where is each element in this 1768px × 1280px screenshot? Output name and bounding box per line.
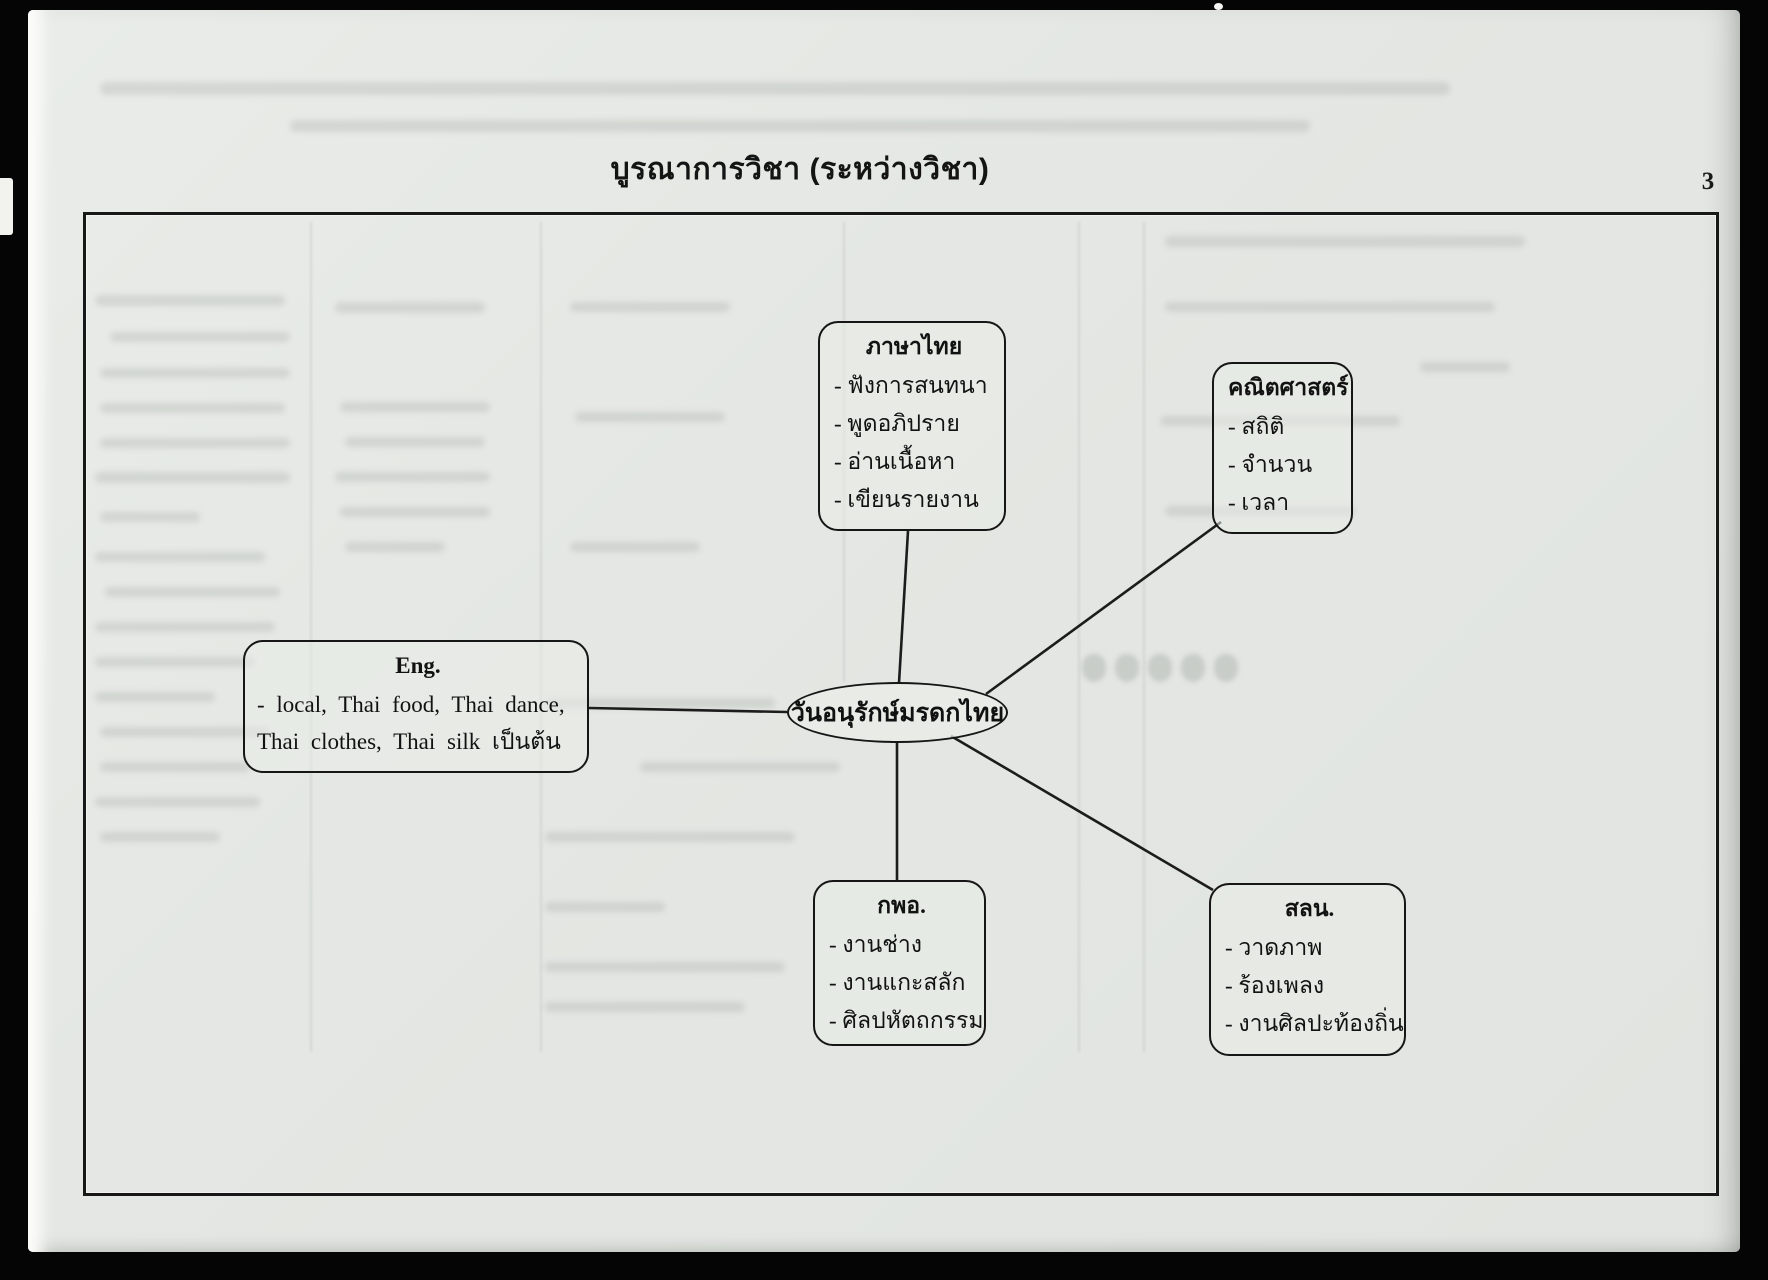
page-edge-tab <box>0 178 13 235</box>
page-title: บูรณาการวิชา (ระหว่างวิชา) <box>610 153 990 186</box>
node-slon <box>1209 883 1406 1056</box>
node-english-text: - local, Thai food, Thai dance, Thai clothes, Thai silk เป็นต้น <box>257 692 565 754</box>
node-item: - เวลา <box>1228 490 1290 515</box>
node-slon-title: สลน. <box>1284 896 1335 921</box>
node-item: - ฟังการสนทนา <box>834 373 988 398</box>
node-item: - จำนวน <box>1228 452 1313 477</box>
node-english <box>243 640 589 773</box>
ghost-text-line <box>290 120 1310 132</box>
center-topic-ellipse <box>787 682 1008 743</box>
node-thai-language <box>818 321 1006 531</box>
node-thai-language-title: ภาษาไทย <box>865 334 963 359</box>
node-item: - อ่านเนื้อหา <box>834 449 956 474</box>
node-item: - วาดภาพ <box>1225 935 1323 960</box>
node-mathematics <box>1212 362 1353 534</box>
page-number: 3 <box>1701 168 1715 195</box>
ghost-text-line <box>100 82 1450 95</box>
node-item: - พูดอภิปราย <box>834 411 960 436</box>
node-item: - เขียนรายงาน <box>834 487 979 512</box>
node-kpo-title: กพอ. <box>877 893 926 918</box>
scan-speck <box>1214 3 1223 10</box>
node-item: - สถิติ <box>1228 414 1285 439</box>
node-item: - งานช่าง <box>829 932 923 957</box>
node-mathematics-title: คณิตศาสตร์ <box>1228 375 1349 400</box>
node-item: - งานศิลปะท้องถิ่น <box>1225 1011 1404 1036</box>
node-item: - งานแกะสลัก <box>829 970 966 995</box>
node-english-title: Eng. <box>395 653 441 678</box>
node-item: - ศิลปหัตถกรรม <box>829 1008 984 1033</box>
node-item: - ร้องเพลง <box>1225 973 1325 998</box>
page-curl-edge <box>28 10 48 1252</box>
node-kpo <box>813 880 986 1046</box>
center-topic-label: วันอนุรักษ์มรดกไทย <box>790 699 1005 727</box>
